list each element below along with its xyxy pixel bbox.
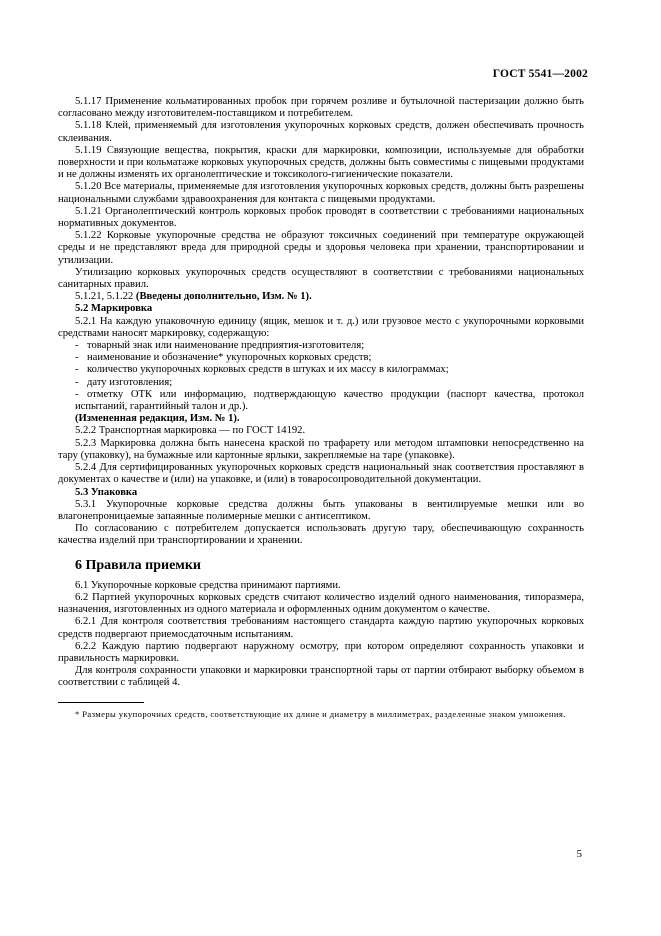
amendment-note-prefix: 5.1.21, 5.1.22 xyxy=(75,291,136,303)
section-5-3-title: 5.3 Упаковка xyxy=(75,486,138,498)
section-6-title: 6 Правила приемки xyxy=(75,557,201,573)
list-item: - товарный знак или наименование предприятия-изготовителя; xyxy=(75,340,365,352)
clause-5-2-2: 5.2.2 Транспортная маркировка — по ГОСТ 14192. xyxy=(75,425,306,437)
list-item: - дату изготовления; xyxy=(75,376,173,388)
packaging-agreement-paragraph: По согласованию с потребителем допускается использовать другую тару, обеспечивающую сохранность качества изделий при транспортировании и хранении. xyxy=(58,523,584,547)
clause-5-1-22: 5.1.22 Корковые укупорочные средства не образуют токсичных соединений при температуре окружающей среды и не представляют вреда для природной среды и здоровья человека при хранении, транспортировании и утилизации. xyxy=(58,230,584,266)
utilization-paragraph: Утилизацию корковых укупорочных средств осуществляют в соответствии с требованиями национальных санитарных правил. xyxy=(58,266,584,291)
standard-header: ГОСТ 5541—2002 xyxy=(492,68,588,80)
list-item: - количество укупорочных корковых средств в штуках и их массу в килограммах; xyxy=(75,364,449,376)
page-number: 5 xyxy=(576,848,582,860)
footnote: * Размеры укупорочных средств, соответствующие их длине и диаметру в миллиметрах, разделенные знаком умножения. xyxy=(75,708,566,719)
clause-5-1-20: 5.1.20 Все материалы, применяемые для изготовления укупорочных корковых средств, должны быть разрешены национальными службами здравоохранения для контакта с пищевыми продуктами. xyxy=(58,181,584,205)
document-body xyxy=(58,96,584,720)
sampling-paragraph: Для контроля сохранности упаковки и маркировки транспортной тары от партии отбирают выборку объемом в соответствии с таблицей 4. xyxy=(58,665,584,689)
clause-5-1-19: 5.1.19 Связующие вещества, покрытия, краски для маркировки, композиции, используемые для обработки поверхности и при кольматаже корковых укупорочных средств, должны быть совместимы с пищевыми продуктами и не должны изменять их органолептические и токсиколого-гигиенические показатели. xyxy=(58,144,584,181)
clause-5-1-17: 5.1.17 Применение кольматированных пробок при горячем розливе и бутылочной пастеризации должно быть согласовано между изготовителем-поставщиком и потребителем. xyxy=(58,96,584,120)
clause-6-2-1: 6.2.1 Для контроля соответствия требованиям настоящего стандарта каждую партию укупорочных корковых средств подвергают приемосдаточным испытаниям. xyxy=(58,616,584,640)
clause-6-1: 6.1 Укупорочные корковые средства принимают партиями. xyxy=(75,579,341,591)
clause-5-3-1: 5.3.1 Укупорочные корковые средства должны быть упакованы в вентилируемые мешки или во влагонепроницаемые запаянные полимерные мешки с антисептиком. xyxy=(58,498,584,522)
clause-6-2-2: 6.2.2 Каждую партию подвергают наружному осмотру, при котором определяют сохранность упаковки и правильность маркировки. xyxy=(58,640,584,664)
clause-5-2-3: 5.2.3 Маркировка должна быть нанесена краской по трафарету или методом штамповки непосредственно на тару (упаковку), на бумажные или картонные ярлыки, закрепляемые на таре (упаковке). xyxy=(58,437,584,461)
section-5-2-title: 5.2 Маркировка xyxy=(75,303,153,315)
amendment-note-bold: (Введены дополнительно, Изм. № 1). xyxy=(135,291,312,303)
clause-6-2: 6.2 Партией укупорочных корковых средств считают количество изделий одного наименования, типоразмера, назначения, изготовленных из одного материала и оформленных одним документом о качестве. xyxy=(58,591,584,616)
amendment-note-1 xyxy=(58,291,584,303)
footnote-divider xyxy=(58,702,144,703)
clause-5-2-4: 5.2.4 Для сертифицированных укупорочных корковых средств национальный знак соответствия проставляют в документах о качестве и (или) на упаковке, и (или) в товаросопроводительной документации. xyxy=(58,462,584,486)
amendment-note-2: (Измененная редакция, Изм. № 1). xyxy=(75,413,240,425)
clause-5-1-21: 5.1.21 Органолептический контроль корковых пробок проводят в соответствии с требованиями национальных нормативных документов. xyxy=(58,205,584,230)
clause-5-1-18: 5.1.18 Клей, применяемый для изготовления укупорочных корковых средств, должен обеспечивать прочность склеивания. xyxy=(58,120,584,144)
list-item: - наименование и обозначение* укупорочных корковых средств; xyxy=(75,352,372,364)
list-item: - отметку ОТК или информацию, подтверждающую качество продукции (паспорт качества, протокол испытаний, гарантийный талон и др.). xyxy=(75,388,584,413)
clause-5-2-1: 5.2.1 На каждую упаковочную единицу (ящик, мешок и т. д.) или грузовое место с укупорочными корковыми средствами наносят маркировку, содержащую: xyxy=(58,315,584,339)
